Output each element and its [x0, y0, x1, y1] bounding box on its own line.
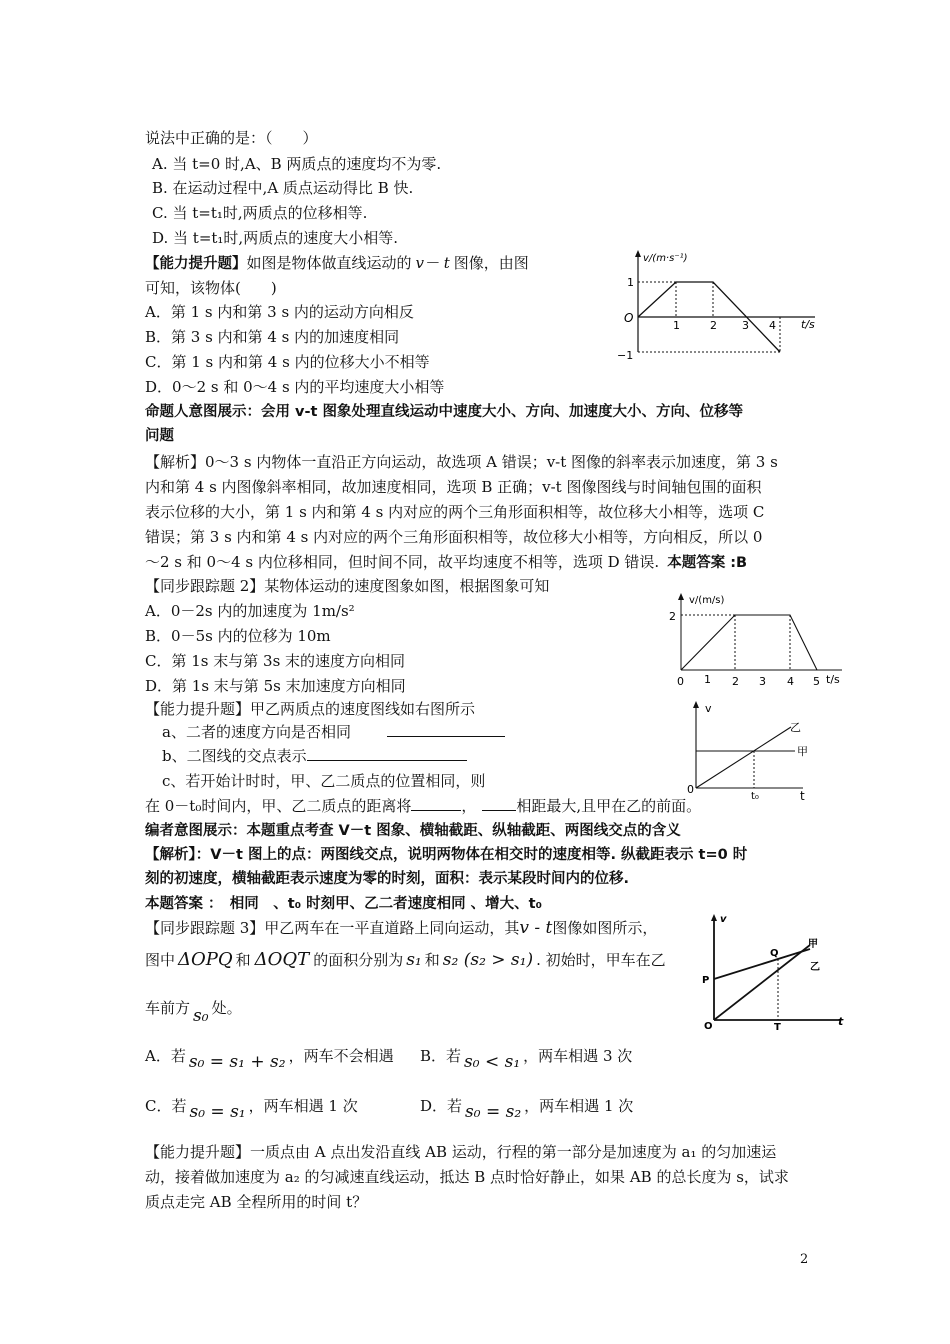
q6-line3: 质点走完 AB 全程所用的时间 t？	[145, 1193, 368, 1211]
q3-x-tick-3: 3	[759, 675, 766, 688]
q5-label-yi: 乙	[810, 962, 820, 973]
q4-part-d: 在 0－t₀时间内，甲、乙二质点的距离将 ， 相距最大,且甲在乙的前面。	[145, 797, 702, 815]
q3-option-c: C．第 1s 末与第 3s 末的速度方向相同	[145, 652, 406, 670]
page-number: 2	[800, 1252, 809, 1267]
q5-option-a: A．若 s₀ = s₁ + s₂ ，两车不会相遇	[145, 1047, 394, 1072]
q3-option-d: D．第 1s 末与第 5s 末加速度方向相同	[145, 677, 406, 695]
q2-intent-line2: 问题	[145, 428, 174, 444]
q5-vt-symbol: v - t	[519, 918, 553, 938]
q3-x-tick-1: 1	[704, 673, 711, 686]
q3-vt-graph	[662, 590, 852, 690]
q5-s1: s₁	[406, 950, 422, 970]
q2-origin: O	[624, 311, 634, 325]
q2-x-tick-4: 4	[769, 319, 776, 332]
q5-line2: 图中 ΔOPQ 和 ΔOQT 的面积分别为 s₁ 和 s₂ (s₂ > s₁) . 初始时，甲车在乙	[145, 949, 666, 970]
q2-analysis-line2: 内和第 4 s 内图像斜率相同，故加速度相同，选项 B 正确；v-t 图像图线与时间轴包围的面积	[145, 478, 762, 496]
q2-option-d: D．0～2 s 和 0～4 s 内的平均速度大小相等	[145, 378, 445, 396]
q3-velocity-line	[681, 615, 817, 670]
q3-x-tick-5: 5	[813, 675, 820, 688]
q5-triangle-opq: ΔOPQ	[178, 949, 233, 970]
q5-line3: 车前方 s₀ 处。	[145, 999, 242, 1026]
q3-y-tick-2: 2	[669, 610, 676, 623]
q6-line1: 【能力提升题】一质点由 A 点出发沿直线 AB 运动，行程的第一部分是加速度为 a₁ 的匀加速运	[145, 1143, 777, 1161]
q5-option-d: D．若 s₀ = s₂ ，两车相遇 1 次	[420, 1097, 634, 1122]
q2-heading: 【能力提升题】	[145, 256, 247, 272]
q1-option-d: D. 当 t=t₁时,两质点的速度大小相等.	[152, 229, 398, 247]
q2-analysis-line3: 表示位移的大小，第 1 s 内和第 4 s 内对应的两个三角形面积相等，故位移大小相等，选项 C	[145, 503, 765, 521]
q4-analysis-line1: 【解析】：V－t 图上的点：两图线交点，说明两物体在相交时的速度相等. 纵截距表示 t=0 时	[145, 847, 748, 863]
q2-analysis-line5: ～2 s 和 0～4 s 内位移相同，但时间不同，故平均速度不相等，选项 D 错误. 本题答案 :B	[145, 553, 748, 571]
q2-answer: 本题答案 :B	[667, 555, 748, 571]
q2-x-tick-2: 2	[710, 319, 717, 332]
q5-vt-graph	[700, 912, 850, 1033]
q4-part-c: c、若开始计时时，甲、乙二质点的位置相同，则	[162, 772, 486, 790]
q5-s2-condition: s₂ (s₂ > s₁)	[442, 950, 534, 970]
q5-v-label: v	[720, 914, 727, 925]
q2-vt-symbol: v－ t	[415, 254, 450, 272]
arrow-up-icon	[635, 250, 641, 257]
q4-line-yi	[696, 727, 791, 788]
q4-analysis-line2: 刻的初速度，横轴截距表示速度为零的时刻，面积：表示某段时间内的位移.	[145, 871, 630, 887]
q5-triangle-oqt: ΔOQT	[254, 949, 310, 970]
q3-x-label: t/s	[826, 673, 840, 686]
q4-blank-a[interactable]	[387, 722, 505, 737]
q5-stem: 【同步跟踪题 3】甲乙两车在一平直道路上同向运动，其v - t图像如图所示，	[145, 918, 658, 938]
q5-label-q: Q	[770, 948, 779, 959]
q2-vt-graph	[615, 250, 825, 365]
q4-vt-graph	[683, 698, 823, 803]
q1-option-c: C. 当 t=t₁时,两质点的位移相等.	[152, 204, 368, 222]
q5-t-label: t	[838, 1015, 844, 1028]
q4-origin: 0	[687, 783, 694, 796]
q5-line-jia	[714, 949, 810, 979]
arrow-up-icon	[711, 914, 717, 921]
q4-stem: 【能力提升题】甲乙两质点的速度图线如右图所示	[145, 700, 476, 718]
q3-option-a: A．0－2s 内的加速度为 1m/s²	[145, 602, 355, 620]
q4-blank-d1[interactable]	[411, 796, 461, 811]
q2-y-label: v/(m·s⁻¹)	[643, 253, 688, 264]
q2-y-tick-1: 1	[627, 276, 634, 289]
q3-x-tick-0: 0	[677, 675, 684, 688]
q4-x-label: t	[800, 789, 805, 803]
q3-y-label: v/(m/s)	[689, 595, 725, 606]
q4-part-b: b、二图线的交点表示	[162, 746, 467, 766]
q2-x-label: t/s	[801, 318, 815, 331]
q1-stem: 说法中正确的是：（ ）	[145, 129, 318, 147]
q4-label-jia: 甲	[797, 745, 808, 758]
q4-y-label: v	[705, 702, 712, 715]
q5-option-b: B．若 s₀ < s₁ ，两车相遇 3 次	[420, 1047, 633, 1072]
q2-analysis-line4: 错误；第 3 s 内和第 4 s 内对应的两个三角形面积相等，故位移大小相等，方向相反，所以 0	[145, 528, 763, 546]
q1-option-a: A. 当 t=0 时,A、B 两质点的速度均不为零.	[152, 155, 442, 173]
q2-y-tick-neg1: −1	[617, 349, 634, 362]
q4-answer: 本题答案 ： 相同 、t₀ 时刻甲、乙二者速度相同 、增大、t₀	[145, 896, 542, 912]
q3-option-b: B．0－5s 内的位移为 10m	[145, 627, 331, 645]
q2-x-tick-3: 3	[742, 319, 749, 332]
q4-t0-label: t₀	[751, 791, 759, 802]
q4-part-a: a、二者的速度方向是否相同	[162, 722, 505, 742]
q5-label-p: P	[702, 975, 710, 986]
q2-stem-line1: 【能力提升题】如图是物体做直线运动的 v－ t 图像，由图	[145, 254, 529, 272]
arrow-up-icon	[693, 701, 699, 708]
q5-line-yi	[714, 945, 810, 1020]
q2-analysis-line1: 【解析】0～3 s 内物体一直沿正方向运动，故选项 A 错误；v-t 图像的斜率表示加速度，第 3 s	[145, 453, 778, 471]
q2-option-c: C．第 1 s 内和第 4 s 内的位移大小不相等	[145, 353, 430, 371]
q4-blank-b[interactable]	[307, 746, 467, 761]
q5-label-jia: 甲	[808, 939, 818, 950]
q4-label-yi: 乙	[790, 721, 801, 734]
q3-x-tick-2: 2	[732, 675, 739, 688]
q5-s0: s₀	[193, 1006, 209, 1026]
q4-blank-d2[interactable]	[482, 796, 516, 811]
q2-option-a: A．第 1 s 内和第 3 s 内的运动方向相反	[145, 303, 414, 321]
q5-option-c: C．若 s₀ = s₁ ，两车相遇 1 次	[145, 1097, 358, 1122]
q5-label-t: T	[774, 1022, 781, 1033]
q2-x-tick-1: 1	[673, 319, 680, 332]
q3-x-tick-4: 4	[787, 675, 794, 688]
arrow-up-icon	[678, 593, 684, 600]
q2-stem-line2: 可知，该物体( )	[145, 279, 277, 297]
q1-option-b: B. 在运动过程中,A 质点运动得比 B 快.	[152, 179, 414, 197]
q4-intent: 编者意图展示：本题重点考查 V－t 图象、横轴截距、纵轴截距、两图线交点的含义	[145, 823, 681, 839]
q6-line2: 动，接着做加速度为 a₂ 的匀减速直线运动，抵达 B 点时恰好静止，如果 AB 的总长度为 s，试求	[145, 1168, 789, 1186]
q3-stem: 【同步跟踪题 2】某物体运动的速度图象如图，根据图象可知	[145, 577, 550, 595]
q2-intent-line1: 命题人意图展示：会用 v-t 图象处理直线运动中速度大小、方向、加速度大小、方向、位移等	[145, 404, 743, 420]
q2-option-b: B．第 3 s 内和第 4 s 内的加速度相同	[145, 328, 400, 346]
q5-label-o: O	[704, 1021, 713, 1032]
